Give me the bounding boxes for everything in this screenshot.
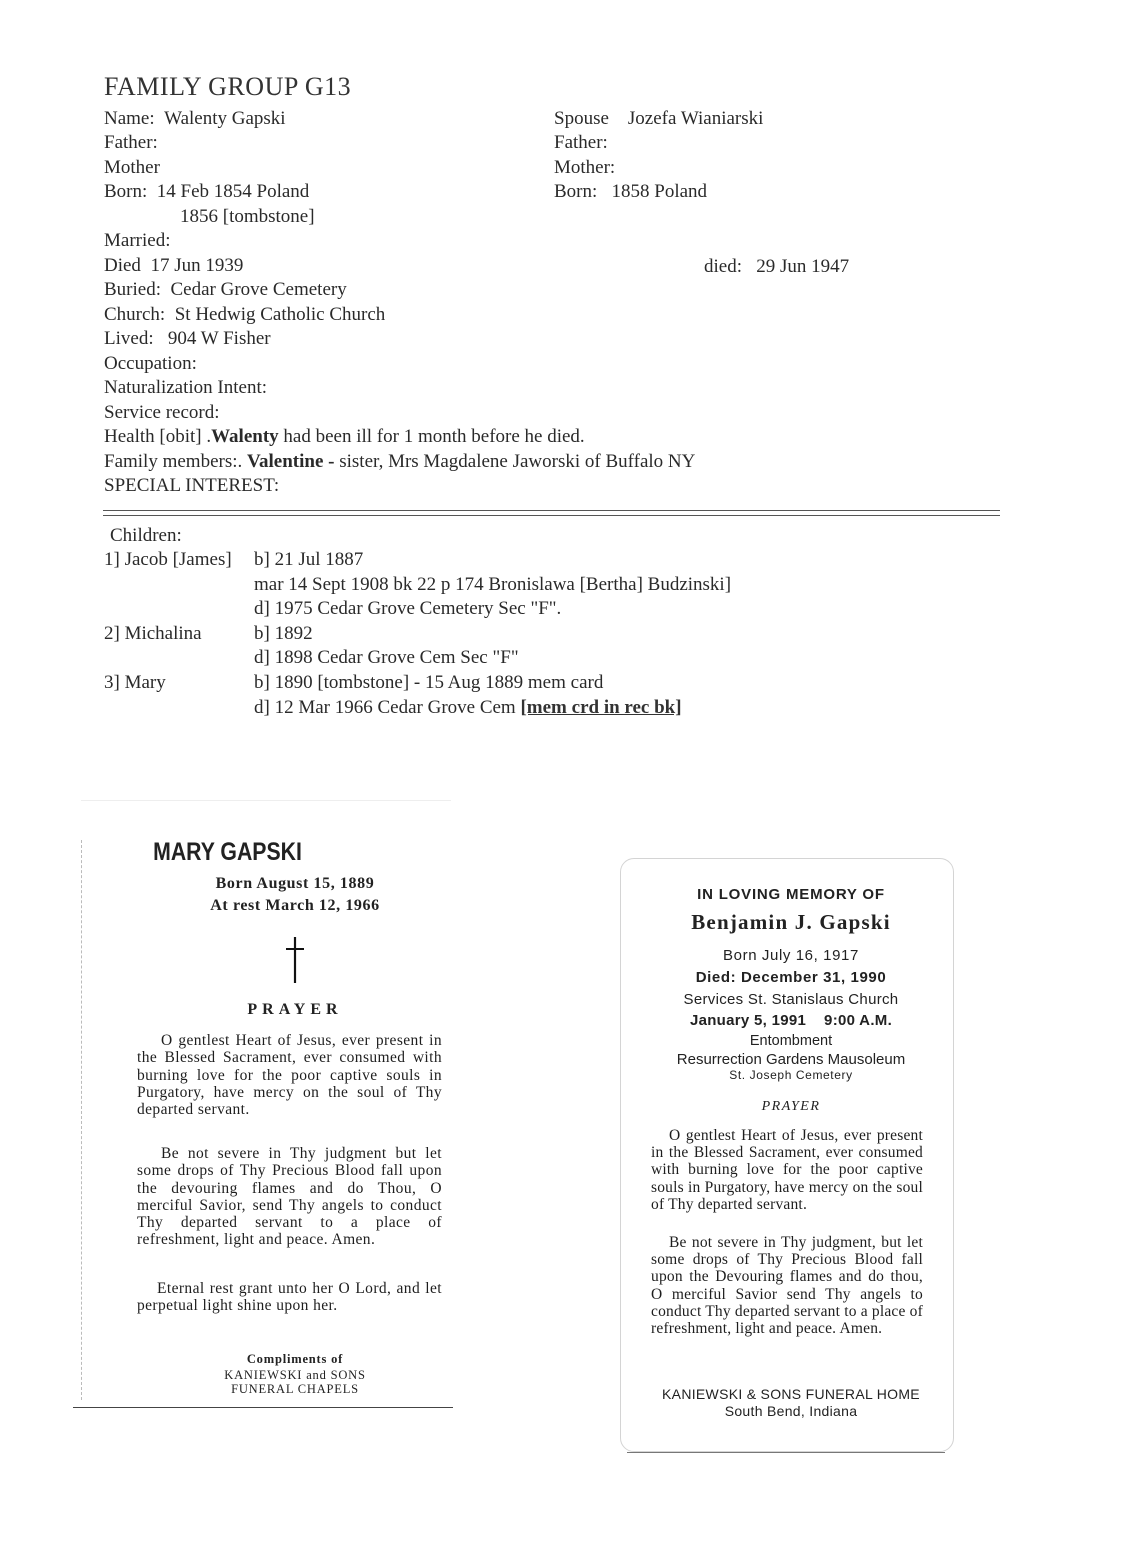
card-mary-born: Born August 15, 1889 — [215, 875, 375, 892]
card-ben-entombment: Entombment — [749, 1033, 833, 1049]
husband-mother-label: Mother — [104, 157, 160, 178]
husband-name: Walenty Gapski — [164, 108, 286, 129]
card-ben-paragraph — [651, 1234, 923, 1337]
card-mary-funeral-2: FUNERAL CHAPELS — [231, 1382, 359, 1396]
lived-line — [104, 327, 271, 351]
family-line — [104, 450, 695, 474]
card-ben-name: Benjamin J. Gapski — [691, 910, 891, 934]
child-line: b] 1890 [tombstone] - 15 Aug 1889 mem card — [254, 672, 604, 693]
spouse-died-label: died: — [704, 256, 742, 277]
spouse-died-line — [704, 255, 849, 279]
name-label: Name: — [104, 108, 155, 129]
card-ben-funeral-home: KANIEWSKI & SONS FUNERAL HOME — [662, 1386, 920, 1402]
married-label: Married: — [104, 230, 171, 251]
husband-born-alt: 1856 [tombstone] — [180, 206, 315, 227]
lived-label: Lived: — [104, 328, 154, 349]
card-ben-city: South Bend, Indiana — [724, 1403, 858, 1419]
card-ben-paragraph — [651, 1127, 923, 1213]
card-ben-cemetery: St. Joseph Cemetery — [729, 1068, 853, 1082]
family-text: sister, Mrs Magdalene Jaworski of Buffalo NY — [334, 451, 696, 472]
church-label: Church: — [104, 304, 166, 325]
occupation-label: Occupation: — [104, 353, 197, 374]
card-edge — [73, 1407, 453, 1408]
card-mary-prayer-heading: PRAYER — [247, 1001, 343, 1018]
card-ben-date: January 5, 1991 9:00 A.M. — [689, 1012, 893, 1029]
card-ben-heading: IN LOVING MEMORY OF — [697, 886, 885, 903]
child-line: mar 14 Sept 1908 bk 22 p 174 Bronislawa [Bertha] Budzinski] — [254, 574, 732, 595]
child-line: d] 1975 Cedar Grove Cemetery Sec "F". — [254, 598, 562, 619]
spouse-born: 1858 Poland — [611, 181, 708, 202]
naturalization-label: Naturalization Intent: — [104, 377, 268, 398]
prayer-text: Be not severe in Thy judgment but let some drops of Thy Precious Blood fall upon the devouring flames and do Thou, O merciful Savior, send Thy angels to conduct Thy departed servant to a place of refreshment, light and peace. Amen. — [137, 1145, 442, 1249]
spouse-mother-label: Mother: — [554, 157, 616, 178]
spouse-line — [554, 107, 763, 131]
spouse-father-label: Father: — [554, 132, 608, 153]
spouse-label: Spouse — [554, 108, 609, 129]
child-label: 3] Mary — [104, 672, 166, 693]
card-edge — [81, 800, 451, 801]
health-label: Health [obit] . — [104, 426, 212, 447]
health-text: had been ill for 1 month before he died. — [278, 426, 585, 447]
prayer-text: Eternal rest grant unto her O Lord, and let perpetual light shine upon her. — [137, 1280, 442, 1315]
card-ben-died: Died: December 31, 1990 — [695, 969, 887, 986]
card-ben-services: Services St. Stanislaus Church — [683, 991, 899, 1008]
child-line: b] 1892 — [254, 623, 313, 644]
husband-born: 14 Feb 1854 Poland — [156, 181, 310, 202]
family-label: Family members:. — [104, 451, 248, 472]
husband-name-line — [104, 107, 286, 131]
cross-icon — [285, 935, 305, 985]
card-mary-rest: At rest March 12, 1966 — [210, 897, 380, 914]
spouse-born-label: Born: — [554, 181, 598, 202]
card-edge — [81, 840, 83, 1400]
husband-died-line — [104, 254, 243, 278]
prayer-text: Be not severe in Thy judgment, but let some drops of Thy Precious Blood fall upon the Devouring flames and do thou, O merciful Savior send Thy angels to conduct Thy departed servant to a place of refreshment, light and peace. Amen. — [651, 1234, 923, 1338]
child-line: d] 1898 Cedar Grove Cem Sec "F" — [254, 647, 519, 668]
card-ben-born: Born July 16, 1917 — [723, 947, 859, 964]
buried-line — [104, 278, 347, 302]
spouse-name: Jozefa Wianiarski — [627, 108, 764, 129]
church-line — [104, 303, 385, 327]
family-name: Valentine - — [247, 451, 335, 472]
card-mary-paragraph — [137, 1032, 442, 1118]
card-mary-name: MARY GAPSKI — [153, 838, 302, 866]
spouse-born-line — [554, 180, 707, 204]
child-line-text: d] 12 Mar 1966 Cedar Grove Cem — [254, 697, 521, 718]
special-interest-label: SPECIAL INTEREST: — [104, 475, 280, 496]
husband-born-line — [104, 180, 309, 204]
husband-died: 17 Jun 1939 — [150, 255, 244, 276]
lived-value: 904 W Fisher — [167, 328, 271, 349]
buried-value: Cedar Grove Cemetery — [170, 279, 347, 300]
buried-label: Buried: — [104, 279, 161, 300]
child-line — [254, 696, 682, 720]
child-label: 1] Jacob [James] — [104, 549, 232, 570]
born-label: Born: — [104, 181, 148, 202]
child-line: b] 21 Jul 1887 — [254, 549, 364, 570]
memorial-card-note: [mem crd in rec bk] — [520, 697, 682, 718]
health-line — [104, 425, 585, 449]
church-value: St Hedwig Catholic Church — [174, 304, 386, 325]
card-edge — [627, 1452, 945, 1453]
health-name: Walenty — [211, 426, 279, 447]
card-mary-paragraph — [137, 1145, 442, 1249]
card-ben-mausoleum: Resurrection Gardens Mausoleum — [676, 1051, 906, 1068]
card-ben-prayer-heading: PRAYER — [761, 1099, 821, 1114]
service-label: Service record: — [104, 402, 220, 423]
died-label: Died — [104, 255, 141, 276]
prayer-text: O gentlest Heart of Jesus, ever present in the Blessed Sacrament, ever consumed with burning love for the poor captive souls in Purgatory, have mercy on the soul of Thy departed servant. — [137, 1032, 442, 1119]
children-label: Children: — [110, 525, 182, 546]
child-label: 2] Michalina — [104, 623, 202, 644]
card-mary-compliments: Compliments of — [246, 1352, 344, 1366]
record-title: FAMILY GROUP G13 — [104, 72, 352, 101]
card-mary-funeral-1: KANIEWSKI and SONS — [224, 1368, 366, 1382]
husband-father-label: Father: — [104, 132, 158, 153]
card-mary-paragraph — [137, 1280, 442, 1315]
prayer-text: O gentlest Heart of Jesus, ever present in the Blessed Sacrament, ever consumed with burning love for the poor captive souls in Purgatory, have mercy on the soul of Thy departed servant. — [651, 1127, 923, 1213]
section-divider — [103, 510, 1000, 516]
spouse-died: 29 Jun 1947 — [756, 256, 850, 277]
